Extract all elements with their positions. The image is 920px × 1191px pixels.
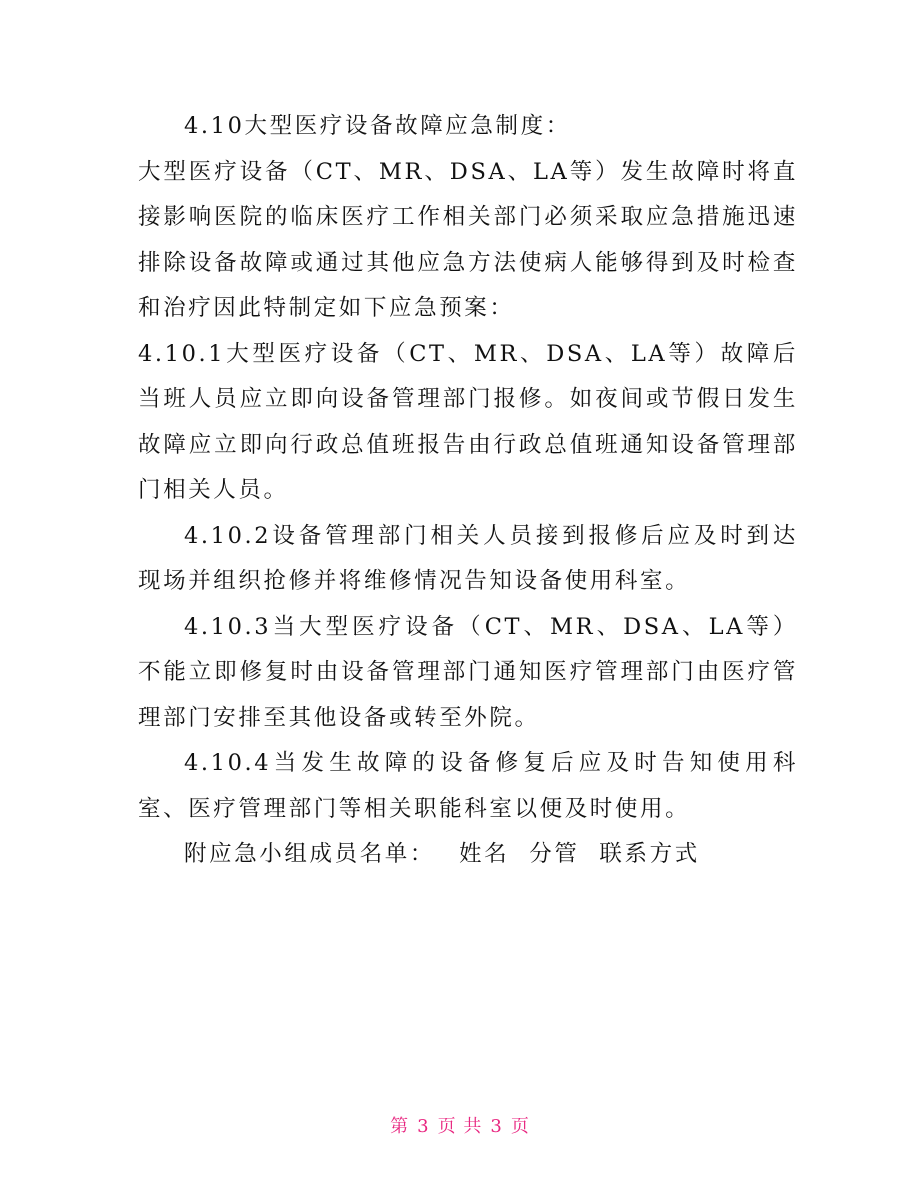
footer-total-pages: 3 [490, 1116, 503, 1137]
emergency-team-roster [138, 832, 798, 878]
clause-4-10-4: 4.10.4当发生故障的设备修复后应及时告知使用科室、医疗管理部门等相关职能科室以便及时使用。 [138, 750, 798, 822]
roster-col-name: 姓名 [459, 841, 510, 867]
document-body [138, 104, 798, 878]
roster-col-role: 分管 [529, 841, 580, 867]
footer-page-suffix: 页 [510, 1116, 530, 1137]
roster-col-contact: 联系方式 [599, 841, 700, 867]
roster-label: 附应急小组成员名单： [184, 841, 436, 867]
section-heading: 4.10大型医疗设备故障应急制度： [184, 113, 571, 139]
intro-paragraph: 大型医疗设备（CT、MR、DSA、LA等）发生故障时将直接影响医院的临床医疗工作相关部门必须采取应急措施迅速排除设备故障或通过其他应急方法使病人能够得到及时检查和治疗因此特制定如下应急预案： [138, 158, 798, 321]
footer-current-page: 3 [417, 1116, 430, 1137]
clause-4-10-1: 4.10.1大型医疗设备（CT、MR、DSA、LA等）故障后当班人员应立即向设备管理部门报修。如夜间或节假日发生故障应立即向行政总值班报告由行政总值班通知设备管理部门相关人员。 [138, 340, 798, 503]
footer-page-prefix: 第 [390, 1116, 410, 1137]
footer-page-mid: 页 共 [437, 1116, 483, 1137]
clause-4-10-2: 4.10.2设备管理部门相关人员接到报修后应及时到达现场并组织抢修并将维修情况告知设备使用科室。 [138, 522, 798, 594]
page-footer [0, 1112, 920, 1138]
clause-4-10-3: 4.10.3当大型医疗设备（CT、MR、DSA、LA等）不能立即修复时由设备管理部门通知医疗管理部门由医疗管理部门安排至其他设备或转至外院。 [138, 613, 798, 731]
